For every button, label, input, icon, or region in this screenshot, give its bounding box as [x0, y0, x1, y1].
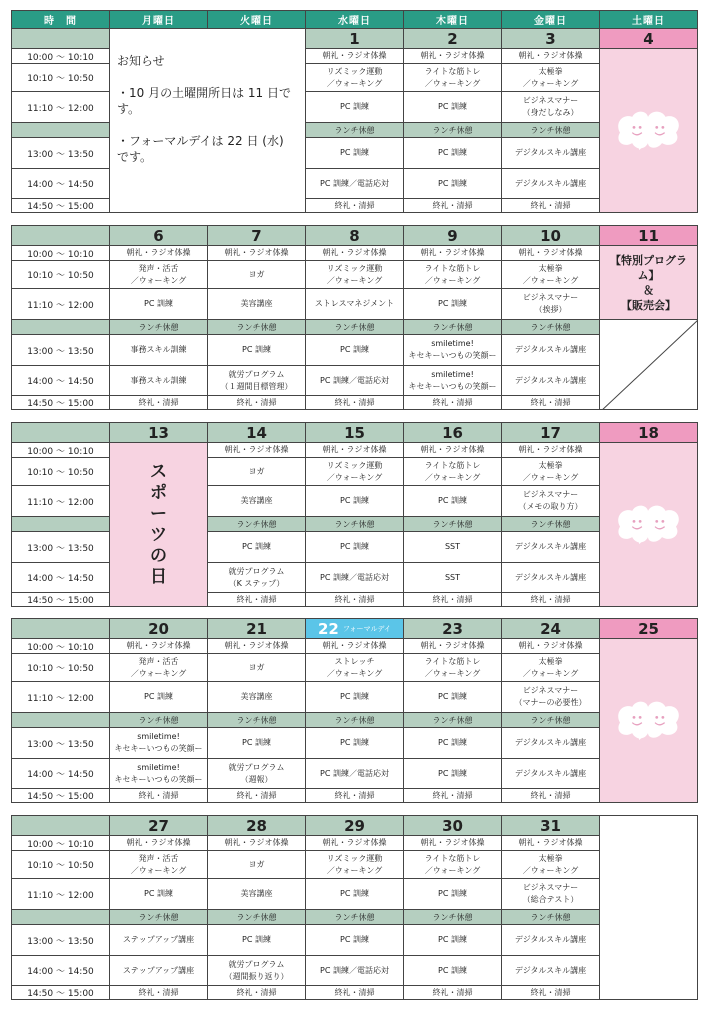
activity-cell: smiletime! キセキーいつもの笑顔ー — [403, 334, 502, 366]
activity-cell: 終礼・清掃 — [207, 592, 306, 607]
activity-cell: 朝礼・ラジオ体操 — [403, 245, 502, 261]
activity-cell: 就労プログラム （週間振り返り） — [207, 955, 306, 986]
activity-cell: PC 訓練 — [403, 758, 502, 789]
activity-cell: PC 訓練 — [403, 91, 502, 123]
lunch-break: ランチ休憩 — [305, 516, 404, 532]
day-number: 27 — [109, 815, 208, 836]
time-slot: 11:10 ～ 12:00 — [11, 878, 110, 910]
lunch-break: ランチ休憩 — [109, 909, 208, 925]
activity-cell: smiletime! キセキーいつもの笑顔ー — [109, 758, 208, 789]
day-number: 31 — [501, 815, 600, 836]
activity-cell: 事務スキル訓練 — [109, 365, 208, 396]
day-number: 15 — [305, 422, 404, 443]
time-slot: 14:50 ～ 15:00 — [11, 788, 110, 803]
activity-cell: PC 訓練 — [207, 531, 306, 563]
activity-cell: 美容講座 — [207, 485, 306, 517]
activity-cell: 朝礼・ラジオ体操 — [109, 835, 208, 851]
time-slot: 11:10 ～ 12:00 — [11, 288, 110, 320]
header-weekday: 水曜日 — [305, 10, 404, 29]
lunch-break: ランチ休憩 — [403, 909, 502, 925]
activity-cell: PC 訓練 — [403, 681, 502, 713]
activity-cell: ライトな筋トレ ／ウォーキング — [403, 260, 502, 289]
activity-cell: 終礼・清掃 — [305, 592, 404, 607]
lunch-break: ランチ休憩 — [501, 909, 600, 925]
time-slot: 13:00 ～ 13:50 — [11, 334, 110, 366]
activity-cell: PC 訓練 — [305, 878, 404, 910]
activity-cell: 終礼・清掃 — [403, 198, 502, 213]
time-slot: 10:00 ～ 10:10 — [11, 48, 110, 64]
activity-cell: 太極拳 ／ウォーキング — [501, 63, 600, 92]
smiling-cloud-icon — [613, 698, 683, 742]
monthly-schedule-calendar — [11, 10, 697, 1013]
lunch-break: ランチ休憩 — [109, 319, 208, 335]
activity-cell: 朝礼・ラジオ体操 — [109, 638, 208, 654]
lunch-break: ランチ休憩 — [305, 712, 404, 728]
day-number: 21 — [207, 618, 306, 639]
activity-cell: 太極拳 ／ウォーキング — [501, 653, 600, 682]
activity-cell: 終礼・清掃 — [305, 395, 404, 410]
lunch-break: ランチ休憩 — [305, 909, 404, 925]
time-spacer — [11, 319, 110, 335]
activity-cell: 太極拳 ／ウォーキング — [501, 260, 600, 289]
activity-cell: PC 訓練／電話応対 — [305, 562, 404, 593]
activity-cell: PC 訓練 — [207, 924, 306, 956]
activity-cell: リズミック運動 ／ウォーキング — [305, 850, 404, 879]
day-number: 24 — [501, 618, 600, 639]
activity-cell: ビジネスマナー （挨拶） — [501, 288, 600, 320]
activity-cell: 終礼・清掃 — [305, 198, 404, 213]
saturday-number: 4 — [599, 28, 698, 49]
activity-cell: smiletime! キセキーいつもの笑顔ー — [403, 365, 502, 396]
activity-cell: PC 訓練／電話応対 — [305, 365, 404, 396]
saturday-closed — [599, 319, 698, 410]
lunch-break: ランチ休憩 — [501, 516, 600, 532]
lunch-break: ランチ休憩 — [305, 122, 404, 138]
time-slot: 10:10 ～ 10:50 — [11, 457, 110, 486]
activity-cell: 就労プログラム （１週間目標管理） — [207, 365, 306, 396]
activity-cell: 終礼・清掃 — [403, 985, 502, 1000]
activity-cell: 終礼・清掃 — [207, 985, 306, 1000]
special-program-notice: 【特別プログラム】 ＆ 【販売会】 — [599, 245, 698, 320]
activity-cell: 終礼・清掃 — [403, 395, 502, 410]
time-slot: 10:10 ～ 10:50 — [11, 850, 110, 879]
time-slot: 11:10 ～ 12:00 — [11, 485, 110, 517]
lunch-break: ランチ休憩 — [207, 516, 306, 532]
time-slot: 13:00 ～ 13:50 — [11, 137, 110, 169]
activity-cell: PC 訓練 — [403, 485, 502, 517]
header-weekday: 月曜日 — [109, 10, 208, 29]
lunch-break: ランチ休憩 — [403, 712, 502, 728]
activity-cell: PC 訓練 — [403, 924, 502, 956]
closed-diagonal — [600, 320, 698, 410]
activity-cell: ステップアップ講座 — [109, 924, 208, 956]
sports-day-cell — [109, 442, 208, 607]
day-number-formal — [305, 618, 404, 639]
activity-cell: 朝礼・ラジオ体操 — [207, 442, 306, 458]
day-number: 16 — [403, 422, 502, 443]
lunch-break: ランチ休憩 — [109, 712, 208, 728]
time-slot: 14:00 ～ 14:50 — [11, 562, 110, 593]
activity-cell: ビジネスマナー （メモの取り方） — [501, 485, 600, 517]
activity-cell: SST — [403, 531, 502, 563]
activity-cell: PC 訓練 — [305, 334, 404, 366]
time-slot: 13:00 ～ 13:50 — [11, 924, 110, 956]
activity-cell: 太極拳 ／ウォーキング — [501, 850, 600, 879]
time-slot: 10:00 ～ 10:10 — [11, 245, 110, 261]
activity-cell: 終礼・清掃 — [501, 198, 600, 213]
activity-cell: 終礼・清掃 — [403, 592, 502, 607]
activity-cell: 朝礼・ラジオ体操 — [207, 835, 306, 851]
activity-cell: PC 訓練 — [305, 681, 404, 713]
saturday-number: 25 — [599, 618, 698, 639]
lunch-break: ランチ休憩 — [403, 122, 502, 138]
day-number: 22 — [317, 619, 339, 638]
lunch-break: ランチ休憩 — [207, 712, 306, 728]
activity-cell: ライトな筋トレ ／ウォーキング — [403, 653, 502, 682]
activity-cell: 朝礼・ラジオ体操 — [305, 48, 404, 64]
lunch-break: ランチ休憩 — [501, 122, 600, 138]
activity-cell: 終礼・清掃 — [207, 788, 306, 803]
header-weekday: 土曜日 — [599, 10, 698, 29]
day-number: 1 — [305, 28, 404, 49]
time-spacer — [11, 618, 110, 639]
activity-cell: PC 訓練 — [403, 955, 502, 986]
activity-cell: 朝礼・ラジオ体操 — [501, 442, 600, 458]
activity-cell: 終礼・清掃 — [501, 788, 600, 803]
time-spacer — [11, 712, 110, 728]
activity-cell: smiletime! キセキーいつもの笑顔ー — [109, 727, 208, 759]
activity-cell: ヨガ — [207, 457, 306, 486]
time-slot: 10:10 ～ 10:50 — [11, 653, 110, 682]
smiling-cloud-icon — [613, 108, 683, 152]
activity-cell: 朝礼・ラジオ体操 — [305, 442, 404, 458]
time-slot: 10:00 ～ 10:10 — [11, 442, 110, 458]
day-number: 20 — [109, 618, 208, 639]
activity-cell: PC 訓練 — [305, 924, 404, 956]
activity-cell: ライトな筋トレ ／ウォーキング — [403, 850, 502, 879]
time-slot: 10:00 ～ 10:10 — [11, 638, 110, 654]
activity-cell: リズミック運動 ／ウォーキング — [305, 457, 404, 486]
activity-cell: デジタルスキル講座 — [501, 168, 600, 199]
activity-cell: デジタルスキル講座 — [501, 758, 600, 789]
time-slot: 14:00 ～ 14:50 — [11, 365, 110, 396]
activity-cell: PC 訓練 — [403, 727, 502, 759]
activity-cell: PC 訓練／電話応対 — [305, 955, 404, 986]
activity-cell: リズミック運動 ／ウォーキング — [305, 260, 404, 289]
formal-day-label: フォーマルデイ — [342, 624, 392, 633]
activity-cell: デジタルスキル講座 — [501, 727, 600, 759]
time-spacer — [11, 516, 110, 532]
activity-cell: 朝礼・ラジオ体操 — [207, 638, 306, 654]
activity-cell: ヨガ — [207, 260, 306, 289]
lunch-break: ランチ休憩 — [403, 516, 502, 532]
activity-cell: デジタルスキル講座 — [501, 531, 600, 563]
activity-cell: デジタルスキル講座 — [501, 365, 600, 396]
day-number: 17 — [501, 422, 600, 443]
activity-cell: 発声・活舌 ／ウォーキング — [109, 653, 208, 682]
notice-line2: ・フォーマルデイは 22 日 (水) です。 — [117, 134, 284, 164]
saturday-empty — [599, 815, 698, 1000]
activity-cell: 終礼・清掃 — [403, 788, 502, 803]
time-slot: 14:00 ～ 14:50 — [11, 168, 110, 199]
lunch-break: ランチ休憩 — [403, 319, 502, 335]
activity-cell: 朝礼・ラジオ体操 — [403, 638, 502, 654]
time-slot: 10:00 ～ 10:10 — [11, 835, 110, 851]
day-number: 6 — [109, 225, 208, 246]
activity-cell: デジタルスキル講座 — [501, 137, 600, 169]
time-slot: 14:50 ～ 15:00 — [11, 985, 110, 1000]
header-weekday: 火曜日 — [207, 10, 306, 29]
activity-cell: 発声・活舌 ／ウォーキング — [109, 850, 208, 879]
activity-cell: デジタルスキル講座 — [501, 955, 600, 986]
activity-cell: 終礼・清掃 — [305, 985, 404, 1000]
activity-cell: 朝礼・ラジオ体操 — [501, 48, 600, 64]
sports-day-label: ス ポ ー ツ の 日 — [150, 461, 167, 587]
day-number: 7 — [207, 225, 306, 246]
activity-cell: 朝礼・ラジオ体操 — [403, 48, 502, 64]
activity-cell: PC 訓練 — [305, 531, 404, 563]
activity-cell: 就労プログラム （週報） — [207, 758, 306, 789]
activity-cell: ビジネスマナー （マナーの必要性） — [501, 681, 600, 713]
saturday-number: 18 — [599, 422, 698, 443]
header-weekday: 金曜日 — [501, 10, 600, 29]
activity-cell: 美容講座 — [207, 878, 306, 910]
time-slot: 11:10 ～ 12:00 — [11, 91, 110, 123]
time-spacer — [11, 225, 110, 246]
activity-cell: 太極拳 ／ウォーキング — [501, 457, 600, 486]
activity-cell: ヨガ — [207, 850, 306, 879]
time-slot: 13:00 ～ 13:50 — [11, 727, 110, 759]
activity-cell: 就労プログラム （K ステップ） — [207, 562, 306, 593]
smiling-cloud-icon — [613, 502, 683, 546]
activity-cell: ライトな筋トレ ／ウォーキング — [403, 63, 502, 92]
activity-cell: PC 訓練／電話応対 — [305, 758, 404, 789]
activity-cell: 美容講座 — [207, 288, 306, 320]
activity-cell: 朝礼・ラジオ体操 — [403, 442, 502, 458]
activity-cell: ストレスマネジメント — [305, 288, 404, 320]
time-spacer — [11, 28, 110, 49]
time-spacer — [11, 909, 110, 925]
activity-cell: PC 訓練／電話応対 — [305, 168, 404, 199]
time-slot: 14:50 ～ 15:00 — [11, 395, 110, 410]
lunch-break: ランチ休憩 — [207, 909, 306, 925]
lunch-break: ランチ休憩 — [501, 319, 600, 335]
activity-cell: SST — [403, 562, 502, 593]
activity-cell: 朝礼・ラジオ体操 — [109, 245, 208, 261]
day-number: 14 — [207, 422, 306, 443]
lunch-break: ランチ休憩 — [501, 712, 600, 728]
activity-cell: PC 訓練 — [109, 878, 208, 910]
day-number: 3 — [501, 28, 600, 49]
activity-cell: PC 訓練 — [207, 727, 306, 759]
header-time: 時 間 — [11, 10, 110, 29]
activity-cell: PC 訓練 — [109, 681, 208, 713]
activity-cell: 朝礼・ラジオ体操 — [207, 245, 306, 261]
activity-cell: 朝礼・ラジオ体操 — [305, 638, 404, 654]
activity-cell: ビジネスマナー （身だしなみ） — [501, 91, 600, 123]
activity-cell: 終礼・清掃 — [305, 788, 404, 803]
activity-cell: デジタルスキル講座 — [501, 924, 600, 956]
activity-cell: 朝礼・ラジオ体操 — [501, 245, 600, 261]
time-spacer — [11, 122, 110, 138]
activity-cell: PC 訓練 — [207, 334, 306, 366]
activity-cell: PC 訓練 — [403, 137, 502, 169]
time-slot: 11:10 ～ 12:00 — [11, 681, 110, 713]
lunch-break: ランチ休憩 — [207, 319, 306, 335]
notice-line1: ・10 月の土曜開所日は 11 日です。 — [117, 86, 291, 116]
activity-cell: デジタルスキル講座 — [501, 334, 600, 366]
activity-cell: 終礼・清掃 — [501, 985, 600, 1000]
activity-cell: 発声・活舌 ／ウォーキング — [109, 260, 208, 289]
activity-cell: 終礼・清掃 — [207, 395, 306, 410]
activity-cell: PC 訓練 — [305, 91, 404, 123]
activity-cell: ビジネスマナー （総合テスト） — [501, 878, 600, 910]
time-spacer — [11, 422, 110, 443]
activity-cell: 終礼・清掃 — [501, 395, 600, 410]
activity-cell: PC 訓練 — [403, 878, 502, 910]
activity-cell: 終礼・清掃 — [109, 788, 208, 803]
time-slot: 10:10 ～ 10:50 — [11, 260, 110, 289]
activity-cell: 朝礼・ラジオ体操 — [501, 638, 600, 654]
activity-cell: PC 訓練 — [305, 137, 404, 169]
activity-cell: PC 訓練 — [403, 168, 502, 199]
activity-cell: 朝礼・ラジオ体操 — [403, 835, 502, 851]
activity-cell: ヨガ — [207, 653, 306, 682]
time-slot: 14:00 ～ 14:50 — [11, 758, 110, 789]
activity-cell: PC 訓練 — [403, 288, 502, 320]
activity-cell: 朝礼・ラジオ体操 — [305, 245, 404, 261]
day-number: 23 — [403, 618, 502, 639]
activity-cell: 終礼・清掃 — [109, 395, 208, 410]
activity-cell: PC 訓練 — [109, 288, 208, 320]
saturday-number: 11 — [599, 225, 698, 246]
activity-cell: ライトな筋トレ ／ウォーキング — [403, 457, 502, 486]
time-slot: 14:00 ～ 14:50 — [11, 955, 110, 986]
time-slot: 13:00 ～ 13:50 — [11, 531, 110, 563]
activity-cell: 朝礼・ラジオ体操 — [501, 835, 600, 851]
day-number: 29 — [305, 815, 404, 836]
day-number: 28 — [207, 815, 306, 836]
activity-cell: PC 訓練 — [305, 485, 404, 517]
activity-cell: 朝礼・ラジオ体操 — [305, 835, 404, 851]
day-number: 9 — [403, 225, 502, 246]
time-slot: 10:10 ～ 10:50 — [11, 63, 110, 92]
notice-box — [109, 28, 306, 213]
activity-cell: 美容講座 — [207, 681, 306, 713]
activity-cell: 終礼・清掃 — [501, 592, 600, 607]
day-number: 10 — [501, 225, 600, 246]
day-number: 13 — [109, 422, 208, 443]
time-slot: 14:50 ～ 15:00 — [11, 198, 110, 213]
day-number: 30 — [403, 815, 502, 836]
activity-cell: PC 訓練 — [305, 727, 404, 759]
activity-cell: リズミック運動 ／ウォーキング — [305, 63, 404, 92]
day-number: 2 — [403, 28, 502, 49]
header-weekday: 木曜日 — [403, 10, 502, 29]
time-spacer — [11, 815, 110, 836]
notice-title: お知らせ — [117, 54, 165, 68]
day-number: 8 — [305, 225, 404, 246]
activity-cell: ステップアップ講座 — [109, 955, 208, 986]
lunch-break: ランチ休憩 — [305, 319, 404, 335]
activity-cell: 終礼・清掃 — [109, 985, 208, 1000]
time-slot: 14:50 ～ 15:00 — [11, 592, 110, 607]
activity-cell: ストレッチ ／ウォーキング — [305, 653, 404, 682]
activity-cell: デジタルスキル講座 — [501, 562, 600, 593]
activity-cell: 事務スキル訓練 — [109, 334, 208, 366]
